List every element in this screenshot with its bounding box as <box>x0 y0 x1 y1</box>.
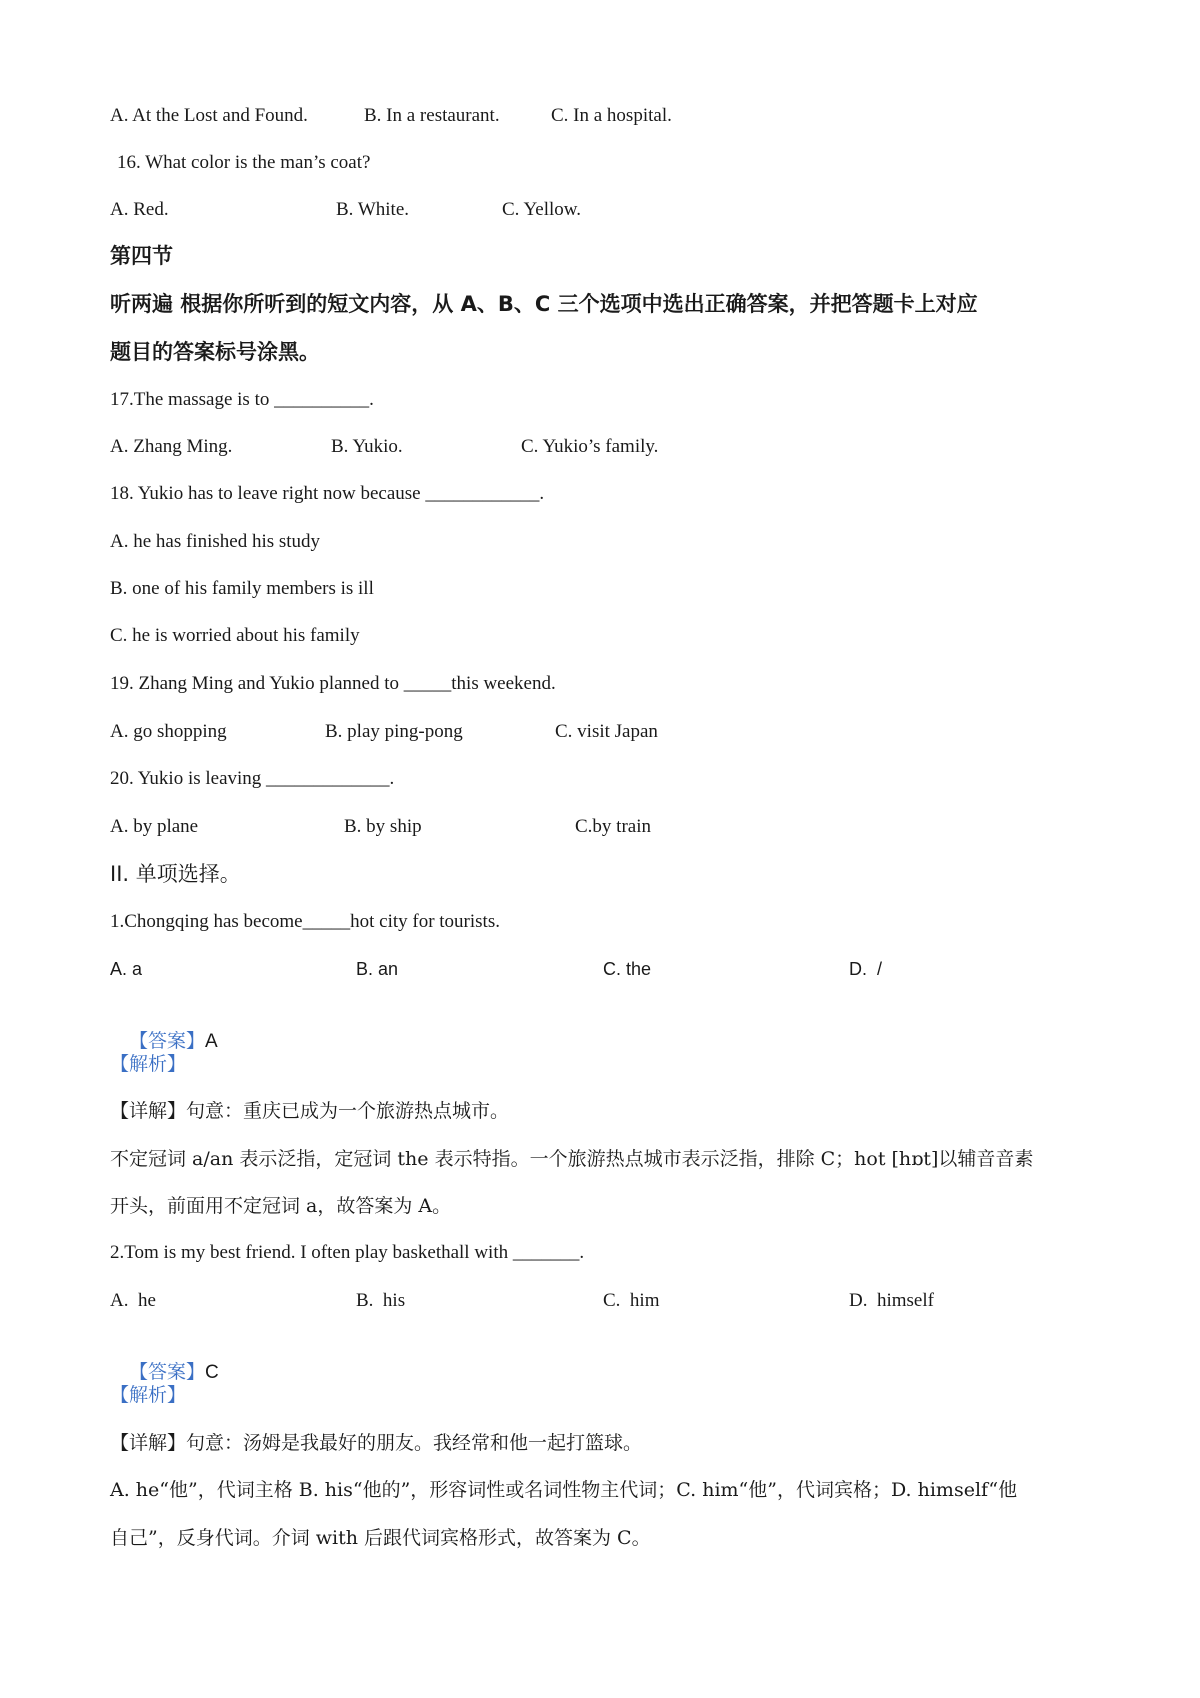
q18-option-a: A. he has finished his study <box>110 531 321 552</box>
q16-option-b: B. White. <box>336 199 410 220</box>
q19-option-c: C. visit Japan <box>555 721 658 742</box>
q16-question: 16. What color is the man’s coat? <box>117 152 371 173</box>
mc2-explanation-line2: 自己”，反身代词。介词 with 后跟代词宾格形式，故答案为 C。 <box>110 1527 651 1549</box>
mc2-question: 2.Tom is my best friend. I often play baskethall with _______. <box>110 1242 585 1263</box>
q15-option-a: A. At the Lost and Found. <box>110 105 308 126</box>
q19-option-a: A. go shopping <box>110 721 227 742</box>
q17-option-c: C. Yukio’s family. <box>521 436 659 457</box>
q20-option-b: B. by ship <box>344 816 422 837</box>
q15-option-c: C. In a hospital. <box>551 105 672 126</box>
q17-option-a: A. Zhang Ming. <box>110 436 233 457</box>
mc1-option-c: C. the <box>603 959 652 979</box>
mc1-answer-value: A <box>205 1031 218 1052</box>
mc1-option-b: B. an <box>356 959 399 979</box>
q19-option-b: B. play ping-pong <box>325 721 463 742</box>
mc2-analysis-tag: 【解析】 <box>110 1384 187 1406</box>
section4-instruction-line2: 题目的答案标号涂黑。 <box>110 340 320 364</box>
q17-question: 17.The massage is to __________. <box>110 389 374 410</box>
mc2-detail: 【详解】句意：汤姆是我最好的朋友。我经常和他一起打篮球。 <box>110 1432 643 1454</box>
q19-question: 19. Zhang Ming and Yukio planned to _____this weekend. <box>110 673 556 694</box>
mc2-option-c: C. him <box>603 1290 660 1311</box>
mc1-explanation-line2: 开头，前面用不定冠词 a，故答案为 A。 <box>110 1195 452 1217</box>
mc1-analysis-tag: 【解析】 <box>110 1053 187 1075</box>
mc1-detail: 【详解】句意：重庆已成为一个旅游热点城市。 <box>110 1100 510 1122</box>
q16-option-a: A. Red. <box>110 199 169 220</box>
mc2-option-b: B. his <box>356 1290 406 1311</box>
q18-option-c: C. he is worried about his family <box>110 625 360 646</box>
q20-option-a: A. by plane <box>110 816 199 837</box>
q15-option-b: B. In a restaurant. <box>364 105 500 126</box>
mc1-option-d: D. / <box>849 959 883 979</box>
q18-option-b: B. one of his family members is ill <box>110 578 374 599</box>
q20-option-c: C.by train <box>575 816 651 837</box>
mc2-answer-tag: 【答案】 <box>129 1361 206 1383</box>
mc2-option-a: A. he <box>110 1290 156 1311</box>
mc2-option-d: D. himself <box>849 1290 934 1311</box>
mc1-explanation-line1: 不定冠词 a/an 表示泛指，定冠词 the 表示特指。一个旅游热点城市表示泛指，排除 C；hot [hɒt]以辅音音素 <box>110 1148 1034 1170</box>
mc2-answer-value: C <box>205 1362 219 1383</box>
mc1-option-a: A. a <box>110 959 143 979</box>
section4-instruction-line1: 听两遍 根据你所听到的短文内容，从 A、B、C 三个选项中选出正确答案，并把答题卡上对应 <box>110 292 978 316</box>
q20-question: 20. Yukio is leaving _____________. <box>110 768 395 789</box>
mc1-answer-tag: 【答案】 <box>129 1030 206 1052</box>
section4-title: 第四节 <box>110 244 173 268</box>
q17-option-b: B. Yukio. <box>331 436 403 457</box>
mc1-question: 1.Chongqing has become_____hot city for tourists. <box>110 911 500 932</box>
part2-title: II. 单项选择。 <box>110 862 241 886</box>
mc2-explanation-line1: A. he“他”，代词主格 B. his“他的”，形容词性或名词性物主代词；C. him“他”，代词宾格；D. himself“他 <box>110 1479 1018 1501</box>
q16-option-c: C. Yellow. <box>502 199 582 220</box>
q18-question: 18. Yukio has to leave right now because ____________. <box>110 483 545 504</box>
